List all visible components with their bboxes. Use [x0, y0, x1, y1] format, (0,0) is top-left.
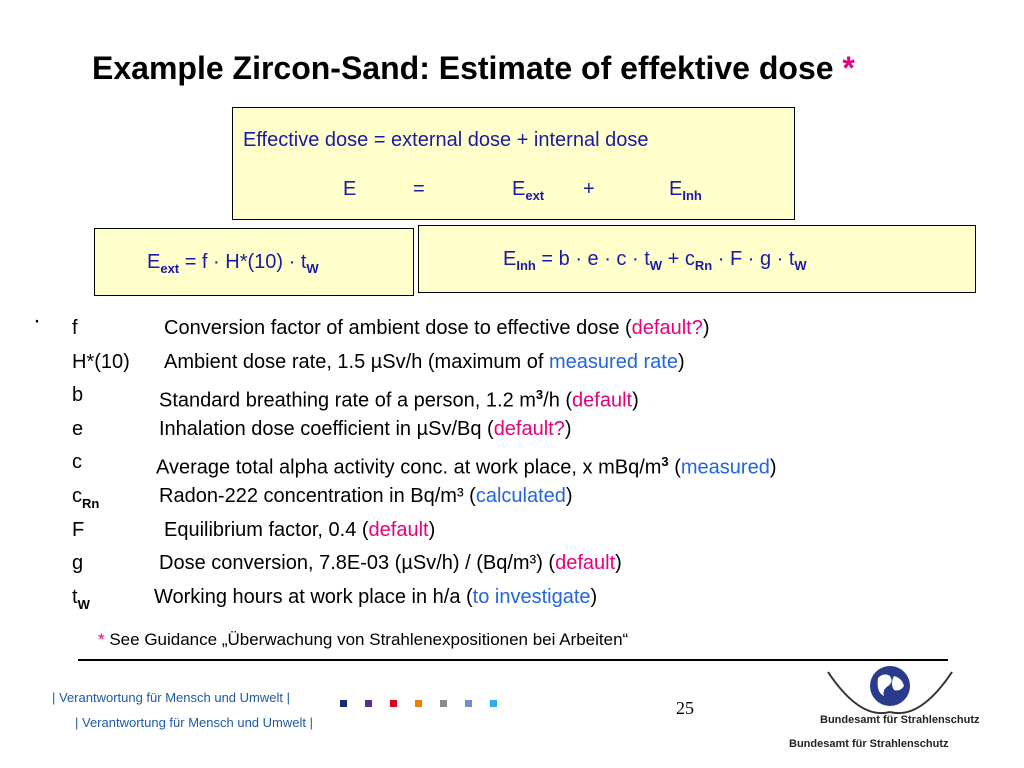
logo-caption: Bundesamt für Strahlenschutz: [820, 714, 980, 726]
plus-sign: +: [583, 178, 595, 200]
definition-description: Dose conversion, 7.8E-03 (µSv/h) / (Bq/m³) (default): [159, 552, 622, 575]
internal-dose-formula: $E_{Inh} = b \cdot e \cdot c \cdot t_W + c_{Rn} \cdot F \cdot g \cdot t_W$: [503, 248, 807, 273]
definition-source-note: default: [555, 552, 616, 575]
definition-source-note: default?: [493, 417, 565, 440]
title-asterisk: *: [842, 50, 855, 86]
definition-description: Working hours at work place in h/a (to investigate): [154, 585, 598, 608]
definition-description: Ambient dose rate, 1.5 µSv/h (maximum of measured rate): [164, 350, 685, 373]
definition-description: Standard breathing rate of a person, 1.2 $m^3/h$ (default): [159, 387, 639, 412]
footnote: * See Guidance „Überwachung von Strahlenexpositionen bei Arbeiten“: [98, 630, 629, 649]
equals-sign: =: [413, 178, 425, 200]
definition-symbol: $t_W$: [72, 585, 90, 612]
definition-symbol: g: [72, 552, 84, 575]
dose-symbol-einh: $E_{Inh}$: [669, 178, 702, 203]
internal-dose-formula-box: [418, 225, 976, 293]
external-dose-formula-box: [94, 228, 414, 296]
definition-source-note: calculated: [475, 485, 566, 507]
definition-symbol: c: [72, 451, 82, 474]
color-square: [440, 700, 447, 707]
color-square: [390, 700, 397, 707]
definition-symbol: H*(10): [72, 350, 130, 373]
bullet-point: ·: [33, 307, 41, 334]
color-square: [465, 700, 472, 707]
color-square: [415, 700, 422, 707]
definition-source-note: measured: [680, 457, 770, 480]
definition-description: Average total alpha activity conc. at work place, x mBq/$m^3$ (measured): [156, 454, 777, 480]
dose-symbol-eext: $E_{ext}$: [512, 178, 545, 203]
color-square: [365, 700, 372, 707]
footer-divider: [78, 659, 948, 661]
definition-symbol: e: [72, 417, 84, 440]
definition-source-note: default: [572, 389, 633, 412]
effective-dose-definition: Effective dose = external dose + internal dose: [243, 129, 649, 151]
definition-symbol: $c_{Rn}$: [72, 485, 100, 511]
definition-source-note: default?: [631, 317, 703, 339]
definition-symbol: b: [72, 384, 84, 407]
definition-source-note: measured rate: [549, 350, 678, 373]
definition-description: Equilibrium factor, 0.4 (default): [164, 518, 436, 541]
effective-dose-box: [232, 107, 795, 220]
page-number: 25: [676, 698, 694, 718]
slide-title: [92, 50, 855, 87]
external-dose-formula: $E_{ext} = f \cdot H*(10) \cdot t_W$: [147, 251, 319, 276]
footer-tagline-2: | Verantwortung für Mensch und Umwelt |: [75, 715, 313, 730]
definition-description: Conversion factor of ambient dose to effective dose (default?): [164, 317, 710, 339]
title-text: Example Zircon-Sand: Estimate of effektive dose: [92, 50, 834, 86]
footer-color-squares: [340, 694, 515, 704]
definition-symbol: F: [72, 518, 85, 541]
definition-source-note: to investigate: [472, 585, 591, 608]
definition-source-note: default: [368, 518, 429, 541]
organisation-name: Bundesamt für Strahlenschutz: [789, 738, 949, 750]
definition-symbol: f: [72, 317, 78, 339]
color-square: [490, 700, 497, 707]
color-square: [340, 700, 347, 707]
footer-tagline-1: | Verantwortung für Mensch und Umwelt |: [52, 690, 290, 705]
dose-symbol-e: E: [343, 178, 357, 200]
definition-description: Inhalation dose coefficient in µSv/Bq (default?): [159, 417, 572, 440]
definition-description: Radon-222 concentration in Bq/m³ (calculated): [159, 485, 573, 507]
